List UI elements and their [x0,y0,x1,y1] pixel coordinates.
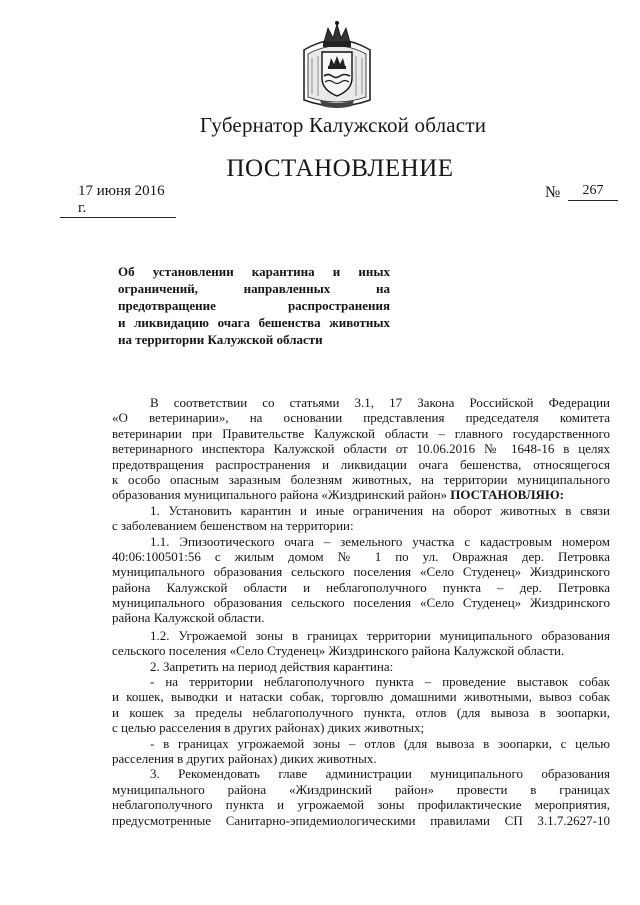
body-line: муниципального образования сельского поселения «Село Студенец» Жиздринского [112,564,610,580]
body-line: 1.2. Угрожаемой зоны в границах территории муниципального образования [150,627,610,643]
body-line: предусмотренные Санитарно-эпидемиологическими правилами СП 3.1.7.2627-10 [112,812,610,828]
body-line: 3. Рекомендовать главе администрации муниципального образования [150,766,610,782]
body-line: и кошек за пределы неблагополучного пункта, отлов (для вывоза в зоопарки, [112,704,610,720]
body-line: предотвращения распространения и ликвидации очага бешенства, относящегося [112,456,610,472]
body-line: «О ветеринарии», на основании представления председателя комитета [112,410,610,426]
subject-line: ограничений, направленных на [118,281,390,296]
body-line: с заболеванием бешенством на территории: [112,518,354,534]
body-line: расселения в других районах) диких животных. [112,750,377,766]
body-line: - на территории неблагополучного пункта – проведение выставок собак [150,674,610,690]
document-body [112,395,610,828]
resolution-word: ПОСТАНОВЛЯЮ: [450,487,564,503]
body-line: 1. Установить карантин и иные ограничения на оборот животных в связи [150,502,610,518]
body-line: В соответствии со статьями 3.1, 17 Закона Российской Федерации [150,395,610,410]
subject-line: и ликвидацию очага бешенства животных [118,315,390,330]
document-date: 17 июня 2016 г. [60,183,176,218]
body-line: 1.1. Эпизоотического очага – земельного участка с кадастровым номером [150,533,610,549]
number-sign: № [545,184,561,201]
body-line: района Калужской области. [112,610,265,626]
body-line: с целью расселения в других районах) диких животных; [112,720,425,736]
subject-line: на территории Калужской области [118,332,323,347]
issuer-title: Губернатор Калужской области [199,113,487,137]
document-type-title: ПОСТАНОВЛЕНИЕ [226,155,454,182]
body-line: к особо опасным заразным болезням животных, на территории муниципального [112,471,610,487]
body-line: 40:06:100501:56 с жилым домом № 1 по ул. Овражная дер. Петровка [112,548,610,564]
body-line: сельского поселения «Село Студенец» Жиздринского района Калужской области. [112,643,565,659]
body-line: муниципального района «Жиздринский район» провести в границах [112,781,610,797]
document-subject [118,263,390,348]
subject-line: Об установлении карантина и иных [118,264,390,279]
body-line: неблагополучного пункта и угрожаемой зоны профилактические мероприятия, [112,797,610,813]
body-line: ветеринарного инспектора Калужской области от 10.06.2016 № 1648-16 в целях [112,441,610,457]
kaluga-coat-of-arms-icon [298,20,376,112]
body-line-text: образования муниципального района «Жиздринский район» [112,487,448,503]
body-line-resolution [112,487,610,502]
body-line: муниципального образования сельского поселения «Село Студенец» Жиздринского [112,595,610,611]
body-line: ветеринарии при Правительстве Калужской области – главного государственного [112,425,610,441]
document-number: 267 [568,182,618,201]
body-line: района Калужской области и неблагополучного пункта – дер. Петровка [112,579,610,595]
body-line: - в границах угрожаемой зоны – отлов (для вывоза в зоопарки, с целью [150,735,610,751]
body-line: и кошек, выводки и натаски собак, торговлю домашними животными, вывоз собак [112,689,610,705]
body-line: 2. Запретить на период действия карантина: [150,658,394,674]
subject-line: предотвращение распространения [118,298,390,313]
